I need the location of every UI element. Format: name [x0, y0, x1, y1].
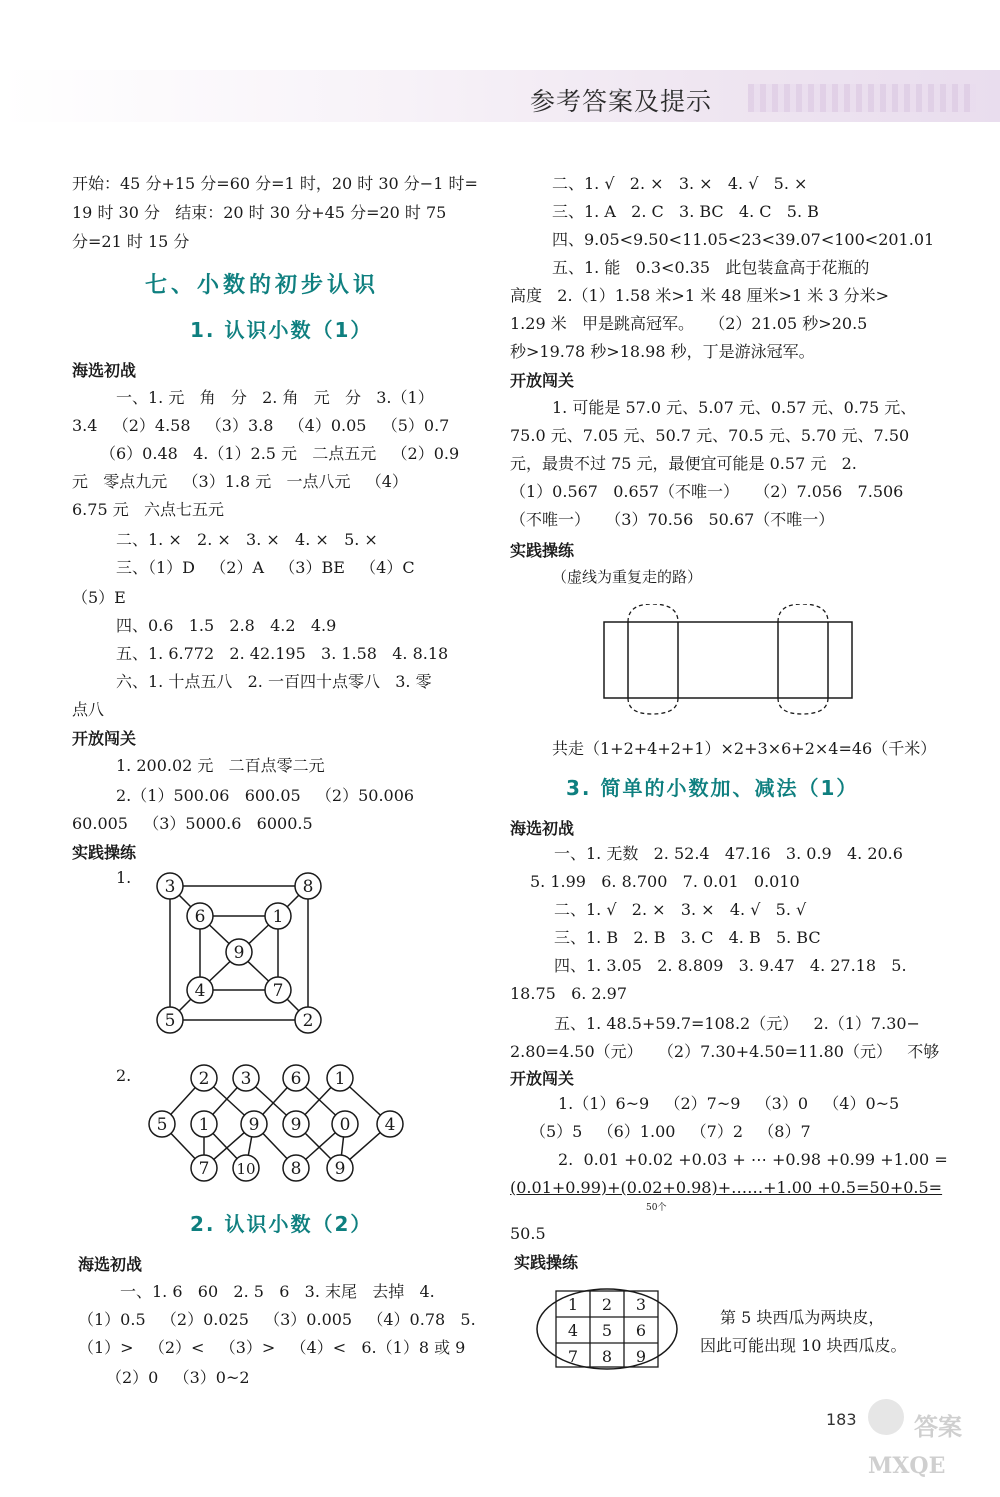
answer-line: 60.005 （3）5000.6 6000.5 [72, 814, 313, 833]
node-label: 3 [240, 1069, 252, 1089]
section-title: 3. 简单的小数加、减法（1） [566, 776, 859, 800]
answer-line: 1.29 米 甲是跳高冠军。 （2）21.05 秒>20.5 [510, 314, 868, 333]
node-label: 8 [290, 1159, 302, 1179]
answer-line: （不唯一） （3）70.56 50.67（不唯一） [510, 510, 835, 529]
answer-line: 3.4 （2）4.58 （3）3.8 （4）0.05 （5）0.7 [72, 416, 450, 435]
answer-line: 一、1. 无数 2. 52.4 47.16 3. 0.9 4. 20.6 [554, 844, 903, 863]
answer-line: 1. 200.02 元 二百点零二元 [116, 756, 325, 775]
node-label: 2 [302, 1011, 314, 1031]
answer-line: 秒>19.78 秒>18.98 秒，丁是游泳冠军。 [510, 342, 815, 361]
svg-text:答案: 答案 [914, 1412, 962, 1441]
node-label: 2 [198, 1069, 210, 1089]
node-label: 6 [194, 907, 206, 927]
node-label: 4 [194, 981, 206, 1001]
answer-line: （5）E [72, 588, 126, 607]
answer-line: 1.（1）6~9 （2）7~9 （3）0 （4）0~5 [558, 1094, 900, 1113]
answer-line: 18.75 6. 2.97 [510, 984, 628, 1003]
node-label: 9 [248, 1115, 260, 1135]
node-label: 0 [339, 1115, 351, 1135]
lattice-diagram [140, 1058, 410, 1188]
svg-text:MXQE: MXQE [868, 1453, 946, 1479]
node-label: 3 [164, 877, 176, 897]
answer-line: 2.80=4.50（元） （2）7.30+4.50=11.80（元） 不够 [510, 1042, 940, 1061]
answer-line: 2. 0.01 +0.02 +0.03 + ⋯ +0.98 +0.99 +1.00 = [558, 1150, 948, 1169]
answer-line: 5. 1.99 6. 8.700 7. 0.01 0.010 [530, 872, 800, 891]
answer-line: （6）0.48 4.（1）2.5 元 二点五元 （2）0.9 [100, 444, 460, 463]
answer-line: 四、1. 3.05 2. 8.809 3. 9.47 4. 27.18 5. [554, 956, 907, 975]
grid-cell: 2 [601, 1295, 613, 1314]
answer-line: 四、9.05<9.50<11.05<23<39.07<100<201.01 [552, 230, 935, 249]
node-label: 1 [198, 1115, 210, 1135]
subhead-haixuan: 海选初战 [510, 819, 575, 838]
answer-line: 二、1. × 2. × 3. × 4. × 5. × [116, 530, 378, 549]
answer-line: 2.（1）500.06 600.05 （2）50.006 [116, 786, 415, 805]
route-diagram [600, 604, 860, 716]
answer-line: 六、1. 十点五八 2. 一百四十点零八 3. 零 [116, 672, 432, 691]
grid-cell: 4 [567, 1321, 579, 1340]
grid-cell: 3 [635, 1295, 647, 1314]
answer-line: 50.5 [510, 1224, 546, 1243]
node-label: 6 [290, 1069, 302, 1089]
answer-line: 二、1. √ 2. × 3. × 4. √ 5. √ [554, 900, 807, 919]
chapter-title: 七、小数的初步认识 [145, 273, 380, 298]
subhead-haixuan: 海选初战 [72, 361, 137, 380]
answer-line: 三、1. A 2. C 3. BC 4. C 5. B [552, 202, 819, 221]
answer-line: 1. 可能是 57.0 元、5.07 元、0.57 元、0.75 元、 [552, 398, 917, 417]
node-label: 10 [236, 1160, 256, 1178]
answer-line: 75.0 元、7.05 元、50.7 元、70.5 元、5.70 元、7.50 [510, 426, 910, 445]
subhead-haixuan: 海选初战 [78, 1255, 143, 1274]
section-title: 1. 认识小数（1） [190, 318, 373, 342]
node-label: 7 [272, 981, 284, 1001]
answer-line: 二、1. √ 2. × 3. × 4. √ 5. × [552, 174, 808, 193]
answer-line: 6.75 元 六点七五元 [72, 500, 224, 519]
text-line: 开始：45 分+15 分=60 分=1 时，20 时 30 分−1 时= [72, 174, 478, 193]
section-title: 2. 认识小数（2） [190, 1212, 373, 1236]
answer-line: 三、（1）D （2）A （3）BE （4）C [116, 558, 415, 577]
magic-square-diagram [140, 860, 340, 1050]
node-label: 1 [272, 907, 284, 927]
watermark-logo [858, 1395, 990, 1485]
diagram1-label: 1. [116, 868, 132, 887]
header-decoration [748, 84, 976, 112]
node-label: 9 [233, 943, 245, 963]
answer-line: 元，最贵不过 75 元，最便宜可能是 0.57 元 2. [510, 454, 857, 473]
answer-line: 五、1. 48.5+59.7=108.2（元） 2.（1）7.30− [554, 1014, 920, 1033]
node-label: 8 [302, 877, 314, 897]
page-number: 183 [826, 1410, 857, 1429]
answer-line: 元 零点九元 （3）1.8 元 一点八元 （4） [72, 472, 408, 491]
answer-line: （1）0.5 （2）0.025 （3）0.005 （4）0.78 5. [78, 1310, 476, 1329]
node-label: 9 [334, 1159, 346, 1179]
grid-cell: 8 [601, 1347, 613, 1366]
grid-cell: 7 [567, 1347, 579, 1366]
answer-line: 一、1. 6 60 2. 5 6 3. 末尾 去掉 4. [120, 1282, 435, 1301]
page-header-title: 参考答案及提示 [530, 87, 713, 116]
node-label: 4 [384, 1115, 396, 1135]
answer-line: 五、1. 6.772 2. 42.195 3. 1.58 4. 8.18 [116, 644, 449, 663]
subhead-shijian: 实践操练 [510, 541, 575, 560]
watermelon-grid [534, 1286, 684, 1372]
answer-line: 点八 [72, 700, 105, 719]
grid-cell: 9 [635, 1347, 647, 1366]
node-label: 7 [198, 1159, 210, 1179]
answer-line: （5）5 （6）1.00 （7）2 （8）7 [530, 1122, 811, 1141]
node-label: 5 [164, 1011, 176, 1031]
melon-note-line: 第 5 块西瓜为两块皮， [720, 1308, 885, 1327]
grid-cell: 5 [601, 1321, 613, 1340]
node-label: 5 [156, 1115, 168, 1135]
subhead-shijian: 实践操练 [514, 1253, 579, 1272]
subhead-kaifang: 开放闯关 [72, 729, 137, 748]
route-total: 共走（1+2+4+2+1）×2+3×6+2×4=46（千米） [552, 739, 937, 758]
diagram2-label: 2. [116, 1066, 132, 1085]
answer-line: 高度 2.（1）1.58 米>1 米 48 厘米>1 米 3 分米> [510, 286, 890, 305]
brace-note: 50个 [646, 1203, 667, 1213]
answer-line: （1）0.567 0.657（不唯一） （2）7.056 7.506 [510, 482, 904, 501]
node-label: 9 [290, 1115, 302, 1135]
answer-line: 五、1. 能 0.3<0.35 此包装盒高于花瓶的 [552, 258, 870, 277]
answer-line: (0.01+0.99)+(0.02+0.98)+……+1.00 +0.5=50+0.5= [510, 1178, 943, 1197]
answer-line: （2）0 （3）0~2 [106, 1368, 250, 1387]
subhead-kaifang: 开放闯关 [510, 371, 575, 390]
melon-note-line: 因此可能出现 10 块西瓜皮。 [700, 1336, 907, 1355]
route-note: （虚线为重复走的路） [552, 568, 703, 586]
grid-cell: 1 [567, 1295, 579, 1314]
subhead-kaifang: 开放闯关 [510, 1069, 575, 1088]
subhead-shijian: 实践操练 [72, 843, 137, 862]
text-line: 分=21 时 15 分 [72, 232, 190, 251]
text-line: 19 时 30 分 结束：20 时 30 分+45 分=20 时 75 [72, 203, 447, 222]
answer-line: 三、1. B 2. B 3. C 4. B 5. BC [554, 928, 821, 947]
node-label: 1 [334, 1069, 346, 1089]
answer-line: （1）> （2）< （3）> （4）< 6.（1）8 或 9 [78, 1338, 466, 1357]
answer-line: 四、0.6 1.5 2.8 4.2 4.9 [116, 616, 337, 635]
grid-cell: 6 [635, 1321, 647, 1340]
answer-line: 一、1. 元 角 分 2. 角 元 分 3.（1） [116, 388, 434, 407]
